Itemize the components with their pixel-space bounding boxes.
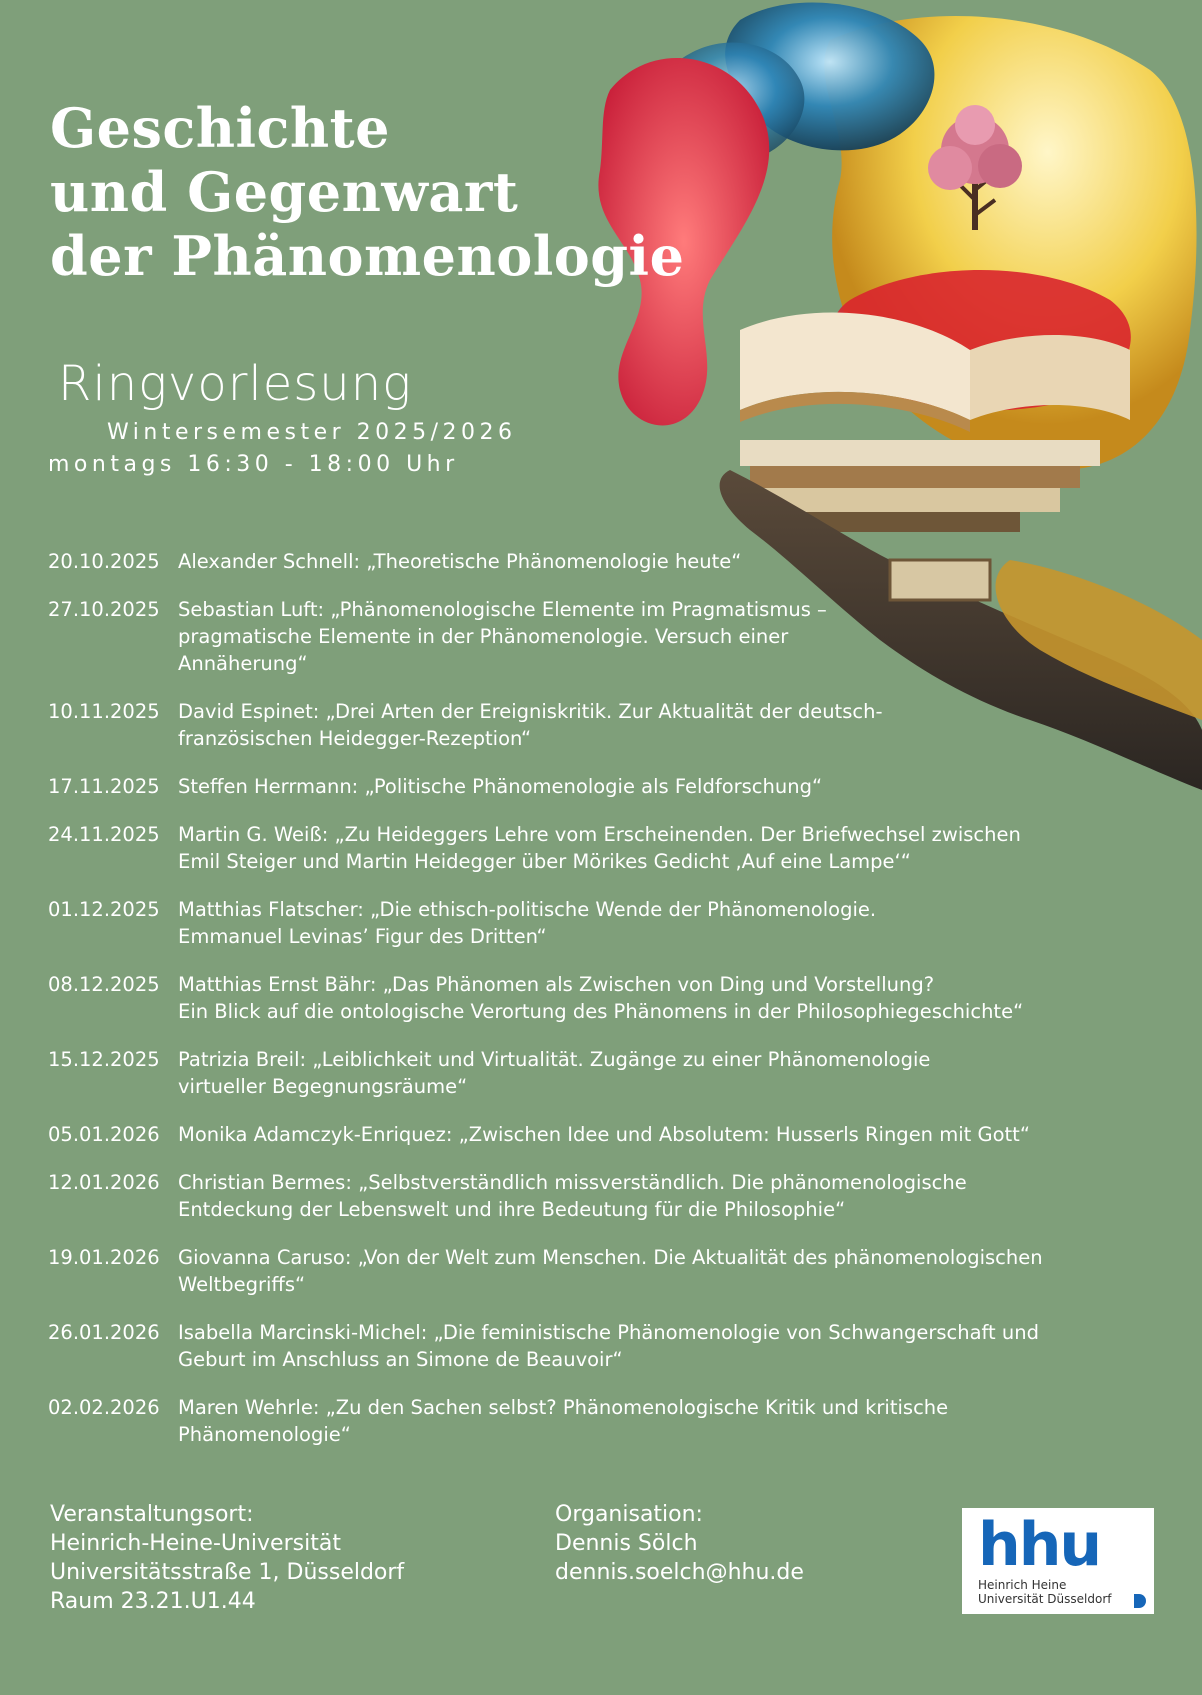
schedule-row [48,821,1178,875]
venue-line-3: Raum 23.21.U1.44 [50,1589,256,1614]
lecture-title: Patrizia Breil: „Leiblichkeit und Virtualität. Zugänge zu einer Phänomenologie virtueller Begegnungsräume“ [178,1048,931,1098]
lecture-title: Maren Wehrle: „Zu den Sachen selbst? Phänomenologische Kritik und kritische Phänomenologie“ [178,1396,949,1446]
schedule-row [48,1394,1178,1448]
logo-text [978,1578,1112,1606]
lecture-date: 26.01.2026 [48,1321,160,1344]
lecture-date: 05.01.2026 [48,1123,160,1146]
lecture-date: 01.12.2025 [48,898,160,921]
lecture-date: 15.12.2025 [48,1048,160,1071]
logo-tab-icon [1134,1594,1146,1608]
lecture-title: Monika Adamczyk-Enriquez: „Zwischen Idee und Absolutem: Husserls Ringen mit Gott“ [178,1123,1030,1146]
title-line-3: der Phänomenologie [50,224,685,288]
schedule-row [48,596,1178,677]
lecture-date: 12.01.2026 [48,1171,160,1194]
schedule-row [48,896,1178,950]
schedule-row [48,1046,1178,1100]
subtitle-ringvorlesung: Ringvorlesung [58,356,412,412]
venue-line-1: Heinrich-Heine-Universität [50,1531,341,1556]
logo-line-2: Universität Düsseldorf [978,1592,1112,1606]
lecture-title: Isabella Marcinski-Michel: „Die feministische Phänomenologie von Schwangerschaft und Geburt im Anschluss an Simone de Beauvoir“ [178,1321,1039,1371]
lecture-title: Matthias Flatscher: „Die ethisch-politische Wende der Phänomenologie. Emmanuel Levinas’ Figur des Dritten“ [178,898,877,948]
schedule-row [48,1244,1178,1298]
title-line-2: und Gegenwart [50,160,519,224]
lecture-schedule [48,548,1178,1469]
organiser-email[interactable]: dennis.soelch@hhu.de [555,1560,804,1585]
schedule-row [48,1121,1178,1148]
lecture-date: 24.11.2025 [48,823,160,846]
time-label: montags 16:30 - 18:00 Uhr [48,452,459,477]
lecture-date: 27.10.2025 [48,598,160,621]
title-line-1: Geschichte [50,96,390,160]
organisation-label: Organisation: [555,1502,703,1527]
schedule-row [48,971,1178,1025]
lecture-date: 19.01.2026 [48,1246,160,1269]
semester-label: Wintersemester 2025/2026 [107,420,517,445]
lecture-title: Giovanna Caruso: „Von der Welt zum Menschen. Die Aktualität des phänomenologischen Weltbegriffs“ [178,1246,1043,1296]
schedule-row [48,1319,1178,1373]
lecture-date: 02.02.2026 [48,1396,160,1419]
lecture-date: 08.12.2025 [48,973,160,996]
lecture-title: Steffen Herrmann: „Politische Phänomenologie als Feldforschung“ [178,775,823,798]
lecture-date: 10.11.2025 [48,700,160,723]
logo-line-1: Heinrich Heine [978,1578,1067,1592]
schedule-row [48,548,1178,575]
lecture-title: Christian Bermes: „Selbstverständlich missverständlich. Die phänomenologische Entdeckung der Lebenswelt und ihre Bedeutung für die Philosophie“ [178,1171,967,1221]
poster-title [50,96,684,288]
organiser-name: Dennis Sölch [555,1531,698,1556]
logo-mark: hhu [978,1510,1101,1580]
lecture-title: David Espinet: „Drei Arten der Ereigniskritik. Zur Aktualität der deutsch- französischen Heidegger-Rezeption“ [178,700,883,750]
schedule-row [48,1169,1178,1223]
organisation-block [555,1500,804,1587]
lecture-title: Matthias Ernst Bähr: „Das Phänomen als Zwischen von Ding und Vorstellung? Ein Blick auf die ontologische Verortung des Phänomens in der Philosophiegeschichte“ [178,973,1024,1023]
hhu-logo [962,1508,1154,1614]
schedule-row [48,773,1178,800]
schedule-row [48,698,1178,752]
lecture-title: Sebastian Luft: „Phänomenologische Elemente im Pragmatismus – pragmatische Elemente in der Phänomenologie. Versuch einer Annäherung“ [178,598,827,675]
lecture-date: 17.11.2025 [48,775,160,798]
venue-block [50,1500,404,1616]
venue-label: Veranstaltungsort: [50,1502,254,1527]
venue-line-2: Universitätsstraße 1, Düsseldorf [50,1560,405,1585]
lecture-date: 20.10.2025 [48,550,160,573]
lecture-title: Martin G. Weiß: „Zu Heideggers Lehre vom Erscheinenden. Der Briefwechsel zwischen Emil Steiger und Martin Heidegger über Mörikes Gedicht ‚Auf eine Lampe‘“ [178,823,1021,873]
lecture-title: Alexander Schnell: „Theoretische Phänomenologie heute“ [178,550,742,573]
